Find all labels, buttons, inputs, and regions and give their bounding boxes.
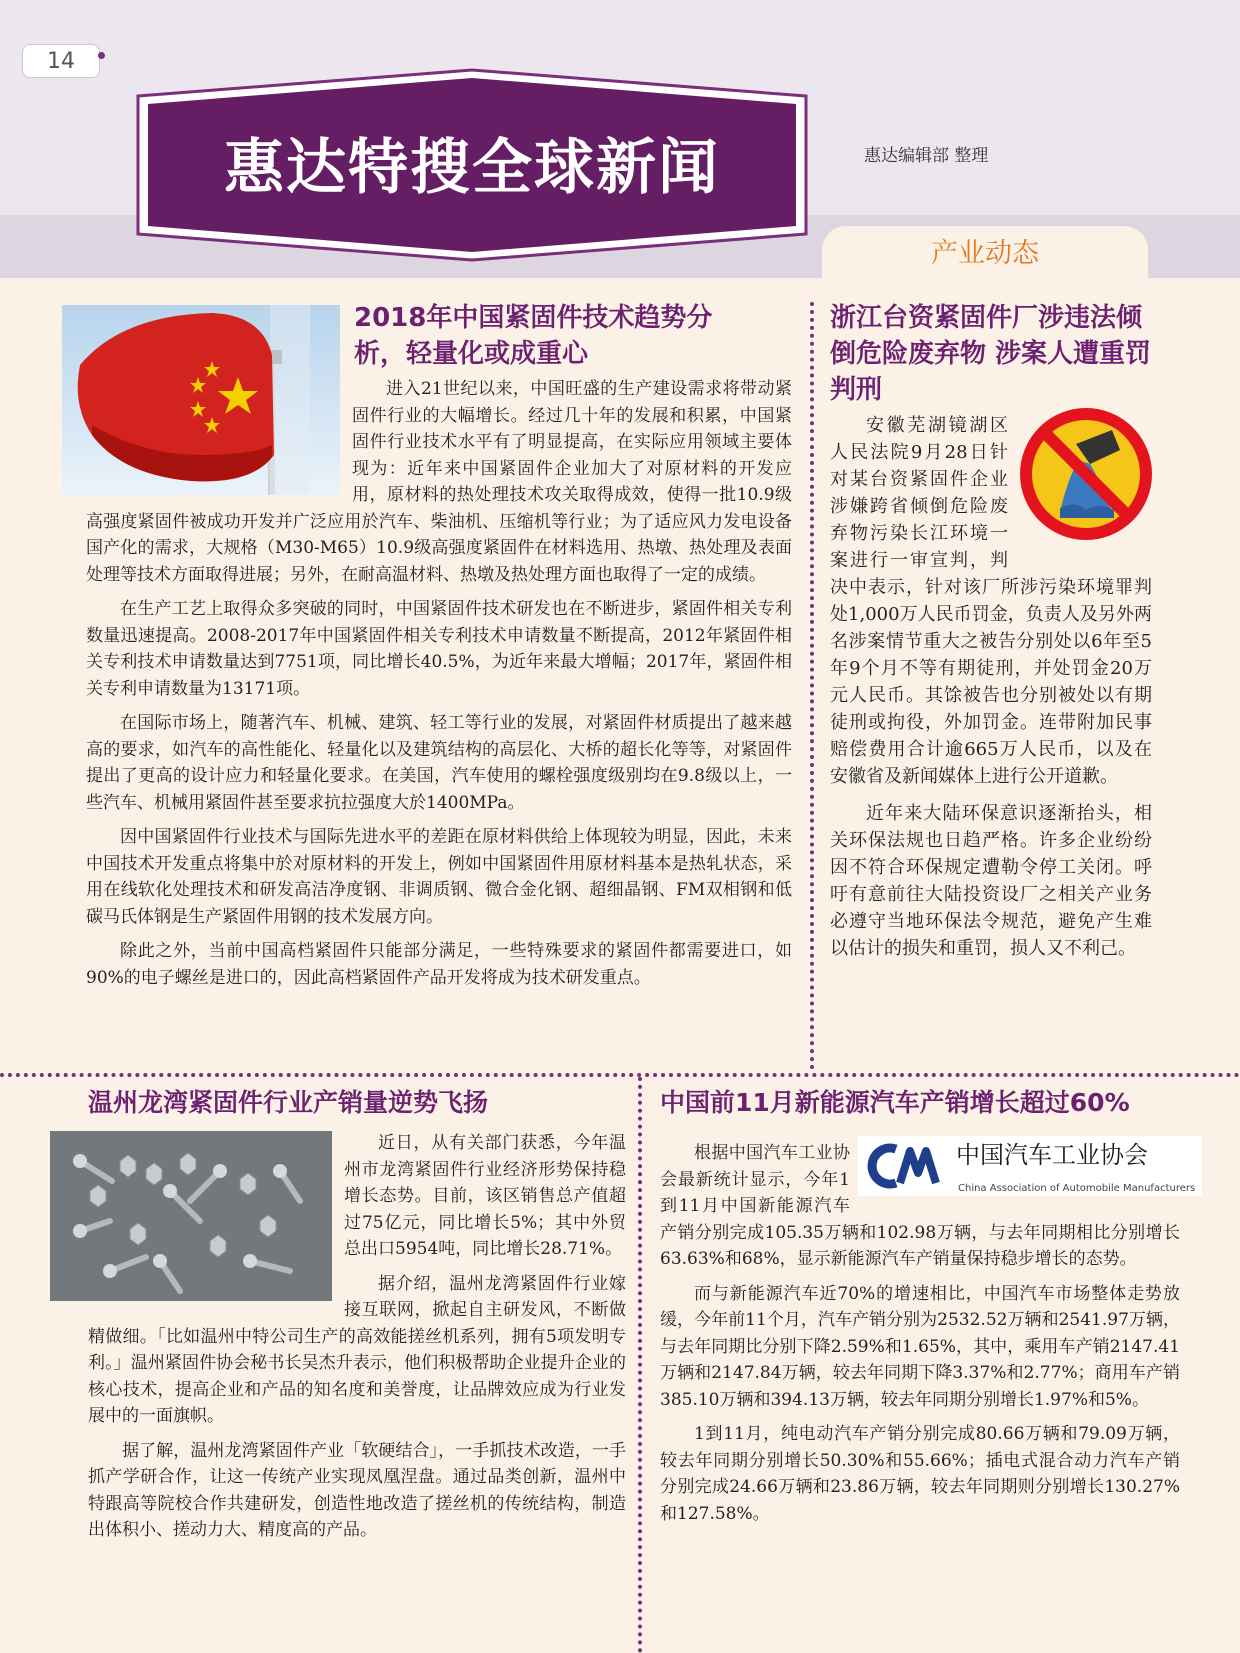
page-dot	[98, 52, 105, 59]
article2-title: 浙江台资紧固件厂涉违法倾倒危险废弃物 涉案人遭重罚判刑	[830, 303, 1152, 405]
article3-title: 温州龙湾紧固件行业产销量逆势飞扬	[88, 1088, 489, 1117]
article1-paragraph: 除此之外，当前中国高档紧固件只能部分满足，一些特殊要求的紧固件都需要进口，如90%的电子螺丝是进口的，因此高档紧固件产品开发将成为技术研发重点。	[86, 941, 792, 988]
article3-body	[88, 1130, 626, 1552]
article2-paragraph: 近年来大陆环保意识逐渐抬头，相关环保法规也日趋严格。许多企业纷纷因不符合环保规定遭勒令停工关闭。呼吁有意前往大陆投资设厂之相关产业务必遵守当地环保法令规范，避免产生难以估计的损失和重罚，损人又不利己。	[830, 803, 1152, 959]
article2-paragraph: 安徽芜湖镜湖区人民法院9月28日针对某台资紧固件企业涉嫌跨省倾倒危险废弃物污染长江环境一案进行一审宣判，判决中表示，针对该厂所涉污染环境罪判处1,000万人民币罚金，负责人及另外两名涉案情节重大之被告分别处以6年至5年9个月不等有期徒刑，并处罚金20万元人民币。其馀被告也分别被处以有期徒刑或拘役，外加罚金。连带附加民事赔偿费用合计逾665万人民币，以及在安徽省及新闻媒体上进行公开道歉。	[830, 415, 1152, 787]
caam-logo	[858, 1136, 1202, 1196]
article1-title: 2018年中国紧固件技术趋势分析，轻量化或成重心	[354, 303, 713, 369]
section-tab: 产业动态	[822, 226, 1148, 280]
article1-paragraph: 在国际市场上，随著汽车、机械、建筑、轻工等行业的发展，对紧固件材质提出了越来越高的要求，如汽车的高性能化、轻量化以及建筑结构的高层化、大桥的超长化等等，对紧固件提出了更高的设计应力和轻量化要求。在美国，汽车使用的螺栓强度级别均在9.8级以上，一些汽车、机械用紧固件甚至要求抗拉强度大於1400MPa。	[86, 713, 792, 813]
article1-body	[86, 376, 792, 999]
page-number: 14	[22, 44, 100, 78]
column-divider-bottom	[638, 1077, 642, 1653]
article4-body	[660, 1130, 1196, 1535]
article3-paragraph: 据介绍，温州龙湾紧固件行业嫁接互联网，掀起自主研发风，不断做精做细。「比如温州中特公司生产的高效能搓丝机系列，拥有5项发明专利。」温州紧固件协会秘书长吴杰升表示，他们积极帮助企业提升企业的核心技术，提高企业和产品的知名度和美誉度，让品牌效应成为行业发展中的一面旗帜。	[88, 1273, 626, 1426]
article4-paragraph: 1到11月，纯电动汽车产销分别完成80.66万辆和79.09万辆，较去年同期分别增长50.30%和55.66%；插电式混合动力汽车产销分别完成24.66万辆和23.86万辆，较去年同期则分别增长130.27%和127.58%。	[660, 1424, 1180, 1524]
banner-title: 惠达特搜全球新闻	[224, 133, 720, 203]
no-dumping-icon	[1016, 404, 1158, 544]
column-divider-top	[810, 302, 814, 1070]
row-divider	[0, 1073, 1240, 1077]
article4-title: 中国前11月新能源汽车产销增长超过60%	[660, 1088, 1130, 1117]
title-banner	[118, 66, 826, 264]
article3-paragraph: 据了解，温州龙湾紧固件产业「软硬结合」，一手抓技术改造，一手抓产学研合作，让这一传统产业实现凤凰涅盘。通过品类创新，温州中特跟高等院校合作共建研发，创造性地改造了搓丝机的传统结构，制造出体积小、搓动力大、精度高的产品。	[88, 1440, 626, 1540]
article3-paragraph: 近日，从有关部门获悉，今年温州市龙湾紧固件行业经济形势保持稳增长态势。目前，该区销售总产值超过75亿元，同比增长5%；其中外贸总出口5954吨，同比增长28.71%。	[344, 1133, 626, 1259]
article1-paragraph: 进入21世纪以来，中国旺盛的生产建设需求将带动紧固件行业的大幅增长。经过几十年的发展和积累，中国紧固件行业技术水平有了明显提高，在实际应用领域主要体现为：近年来中国紧固件企业加大了对原材料的开发应用，原材料的热处理技术攻关取得成效，使得一批10.9级高强度紧固件被成功开发并广泛应用於汽车、柴油机、压缩机等行业；为了适应风力发电设备国产化的需求，大规格（M30-M65）10.9级高强度紧固件在材料选用、热墩、热处理及表面处理等技术方面取得进展；另外，在耐高温材料、热墩及热处理方面也取得了一定的成绩。	[86, 379, 792, 585]
article1-paragraph: 因中国紧固件行业技术与国际先进水平的差距在原材料供给上体现较为明显，因此，未来中国技术开发重点将集中於对原材料的开发上，例如中国紧固件用原材料基本是热轧状态，采用在线软化处理技术和研发高洁净度钢、非调质钢、微合金化钢、超细晶钢、FM双相钢和低碳马氏体钢是生产紧固件用钢的技术发展方向。	[86, 827, 792, 927]
article1-paragraph: 在生产工艺上取得众多突破的同时，中国紧固件技术研发也在不断进步，紧固件相关专利数量迅速提高。2008-2017年中国紧固件相关专利技术申请数量不断提高，2012年紧固件相关专利技术申请数量达到7751项，同比增长40.5%，为近年来最大增幅；2017年，紧固件相关专利申请数量为13171项。	[86, 599, 792, 699]
caam-logo-en: China Association of Automobile Manufacturers	[958, 1183, 1196, 1194]
article2-body	[830, 412, 1152, 970]
caam-logo-cn: 中国汽车工业协会	[956, 1141, 1148, 1169]
article4-paragraph: 而与新能源汽车近70%的增速相比，中国汽车市场整体走势放缓，今年前11个月，汽车产销分别为2532.52万辆和2541.97万辆，与去年同期比分别下降2.59%和1.65%，其中，乘用车产销2147.41万辆和2147.84万辆，较去年同期下降3.37%和2.77%；商用车产销385.10万辆和394.13万辆，较去年同期分别增长1.97%和5%。	[660, 1283, 1180, 1410]
editor-credit: 惠达编辑部 整理	[864, 146, 989, 166]
article4-paragraph: 根据中国汽车工业协会最新统计显示，今年1到11月中国新能源汽车产销分别完成105.35万辆和102.98万辆，与去年同期相比分别增长63.63%和68%，显示新能源汽车产销量保持稳步增长的态势。	[660, 1143, 1180, 1269]
